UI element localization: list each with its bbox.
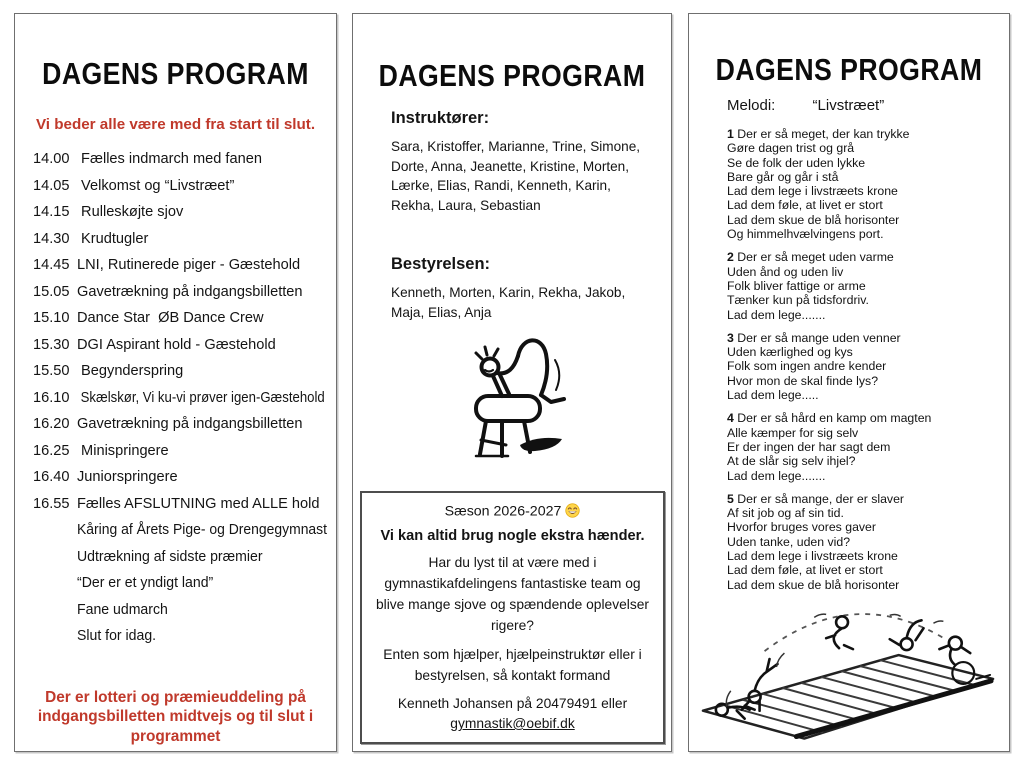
schedule-label: Begynderspring bbox=[77, 363, 184, 379]
schedule-label: Gavetrækning på indgangsbilletten bbox=[77, 283, 303, 300]
schedule-label: DGI Aspirant hold - Gæstehold bbox=[77, 336, 276, 353]
verse-number: 4 bbox=[727, 411, 734, 426]
schedule-row bbox=[33, 173, 336, 200]
verses-list bbox=[727, 127, 985, 592]
schedule-time: 14.00 bbox=[33, 151, 70, 167]
schedule-row bbox=[33, 358, 336, 385]
verse-number: 5 bbox=[727, 491, 734, 506]
schedule-label: Fælles indmarch med fanen bbox=[77, 151, 262, 167]
tumbling-track-illustration bbox=[694, 593, 1004, 745]
start-to-finish-notice: Vi beder alle være med fra start til slut. bbox=[35, 116, 316, 133]
song-panel bbox=[688, 13, 1010, 752]
schedule-row bbox=[33, 464, 336, 491]
closing-item: Kåring af Årets Pige- og Drengegymnast bbox=[77, 522, 328, 538]
song-verse: 3 Der er så mange uden venner Uden kærlighed og kys Folk som ingen andre kender Hvor mon de skal finde lys? Lad dem lege..... bbox=[727, 330, 901, 403]
page-title: DAGENS PROGRAM bbox=[378, 58, 646, 93]
schedule-label: Krudtugler bbox=[77, 230, 149, 247]
schedule-time: 16.55 bbox=[33, 495, 70, 512]
closing-item: Udtrækning af sidste præmier bbox=[77, 548, 263, 565]
melody-label: Melodi: bbox=[727, 97, 776, 114]
schedule-time: 15.05 bbox=[33, 283, 70, 300]
schedule-label: Skælskør, Vi ku-vi prøver igen-Gæstehold bbox=[77, 389, 325, 406]
schedule-label: Dance Star ØB Dance Crew bbox=[77, 310, 264, 326]
pommel-horse-illustration bbox=[353, 328, 671, 469]
gymnast-cartoon-image bbox=[456, 328, 568, 464]
email-link[interactable]: gymnastik@oebif.dk bbox=[450, 716, 575, 731]
page-title: DAGENS PROGRAM bbox=[42, 56, 309, 91]
schedule-time: 16.25 bbox=[33, 442, 70, 459]
schedule-time: 16.20 bbox=[33, 416, 70, 432]
schedule-row bbox=[33, 385, 336, 412]
board-names: Kenneth, Morten, Karin, Rekha, Jakob, Maja, Elias, Anja bbox=[391, 285, 626, 320]
verse-number: 3 bbox=[727, 330, 734, 345]
grinning-emoji-icon bbox=[565, 503, 580, 518]
schedule-time: 16.40 bbox=[33, 469, 70, 485]
season-label: Sæson 2026-2027 bbox=[444, 503, 562, 520]
closing-item: Fane udmarch bbox=[77, 601, 168, 618]
schedule-row bbox=[33, 199, 336, 226]
melody-value: “Livstræet” bbox=[812, 97, 885, 114]
schedule-time: 14.05 bbox=[33, 177, 70, 194]
schedule-list bbox=[15, 146, 336, 517]
schedule-time: 14.45 bbox=[33, 257, 70, 273]
schedule-row bbox=[33, 438, 336, 465]
schedule-label: LNI, Rutinerede piger - Gæstehold bbox=[77, 257, 301, 273]
schedule-row bbox=[33, 146, 336, 173]
song-verse: 1 Der er så meget, der kan trykke Gøre dagen trist og grå Se de folk der uden lykke Bare går og går i stå Lad dem lege i livstræets krone Lad dem føle, at livet er stort Lad dem skue de blå horisonter Og himmelhvælvingens port. bbox=[727, 127, 910, 242]
schedule-label: Velkomst og “Livstræet” bbox=[77, 177, 235, 194]
credits-panel bbox=[352, 13, 672, 752]
closing-item: “Der er et yndigt land” bbox=[77, 575, 214, 591]
schedule-time: 15.10 bbox=[33, 310, 70, 326]
schedule-time: 16.10 bbox=[33, 389, 70, 406]
schedule-label: Juniorspringere bbox=[77, 469, 178, 485]
schedule-row bbox=[33, 226, 336, 253]
verse-number: 2 bbox=[727, 250, 734, 265]
schedule-row bbox=[33, 332, 336, 359]
schedule-time: 15.30 bbox=[33, 336, 70, 353]
schedule-row bbox=[33, 491, 336, 518]
schedule-time: 15.50 bbox=[33, 363, 70, 379]
recruit-paragraph-2: Enten som hjælper, hjælpeinstruktør eller i bestyrelsen, så kontakt formand bbox=[383, 646, 642, 683]
schedule-row bbox=[33, 279, 336, 306]
contact-line bbox=[362, 694, 663, 735]
melody-line bbox=[727, 97, 1009, 114]
recruit-paragraph-1: Har du lyst til at være med i gymnastikafdelingens fantastiske team og blive mange sjove og spændende oplevelser rigere? bbox=[375, 554, 650, 633]
schedule-label: Rulleskøjte sjov bbox=[77, 204, 184, 220]
instructors-heading: Instruktører: bbox=[391, 109, 490, 127]
closing-list bbox=[15, 517, 336, 650]
extra-hands-line: Vi kan altid brug nogle ekstra hænder. bbox=[380, 527, 645, 544]
song-verse: 2 Der er så meget uden varme Uden ånd og uden liv Folk bliver fattige or arme Tænker kun på tidsfordriv. Lad dem lege....... bbox=[727, 250, 894, 322]
page-title: DAGENS PROGRAM bbox=[715, 52, 983, 87]
program-schedule-panel bbox=[14, 13, 337, 752]
song-verse: 4 Der er så hård en kamp om magten Alle kæmper for sig selv Er der ingen der har sagt dem At de slår sig selv ihjel? Lad dem lege....... bbox=[727, 411, 932, 483]
verse-number: 1 bbox=[727, 127, 734, 141]
schedule-time: 14.30 bbox=[33, 230, 70, 247]
lottery-notice: Der er lotteri og præmieuddeling på indgangsbilletten midtvejs og til slut i programmet bbox=[37, 688, 314, 745]
tumbling-cartoon-image bbox=[695, 593, 1003, 743]
season-line bbox=[362, 503, 663, 520]
schedule-row bbox=[33, 305, 336, 332]
schedule-label: Minispringere bbox=[77, 442, 169, 459]
closing-item: Slut for idag. bbox=[77, 628, 157, 644]
recruiting-box bbox=[360, 491, 665, 744]
contact-text: Kenneth Johansen på 20479491 eller bbox=[397, 695, 628, 711]
schedule-label: Fælles AFSLUTNING med ALLE hold bbox=[77, 495, 320, 512]
schedule-label: Gavetrækning på indgangsbilletten bbox=[77, 416, 303, 432]
schedule-row bbox=[33, 411, 336, 438]
instructors-names: Sara, Kristoffer, Marianne, Trine, Simone, Dorte, Anna, Jeanette, Kristine, Morten, Lærke, Elias, Randi, Kenneth, Karin, Rekha, Laura, Sebastian bbox=[391, 139, 641, 213]
board-heading: Bestyrelsen: bbox=[391, 255, 491, 273]
schedule-row bbox=[33, 252, 336, 279]
song-verse: 5 Der er så mange, der er slaver Af sit job og af sin tid. Hvorfor bruges vores gaver Uden tanke, uden vid? Lad dem lege i livstræets krone Lad dem føle, at livet er stort Lad dem skue de blå horisonter bbox=[727, 491, 905, 592]
schedule-time: 14.15 bbox=[33, 204, 70, 220]
